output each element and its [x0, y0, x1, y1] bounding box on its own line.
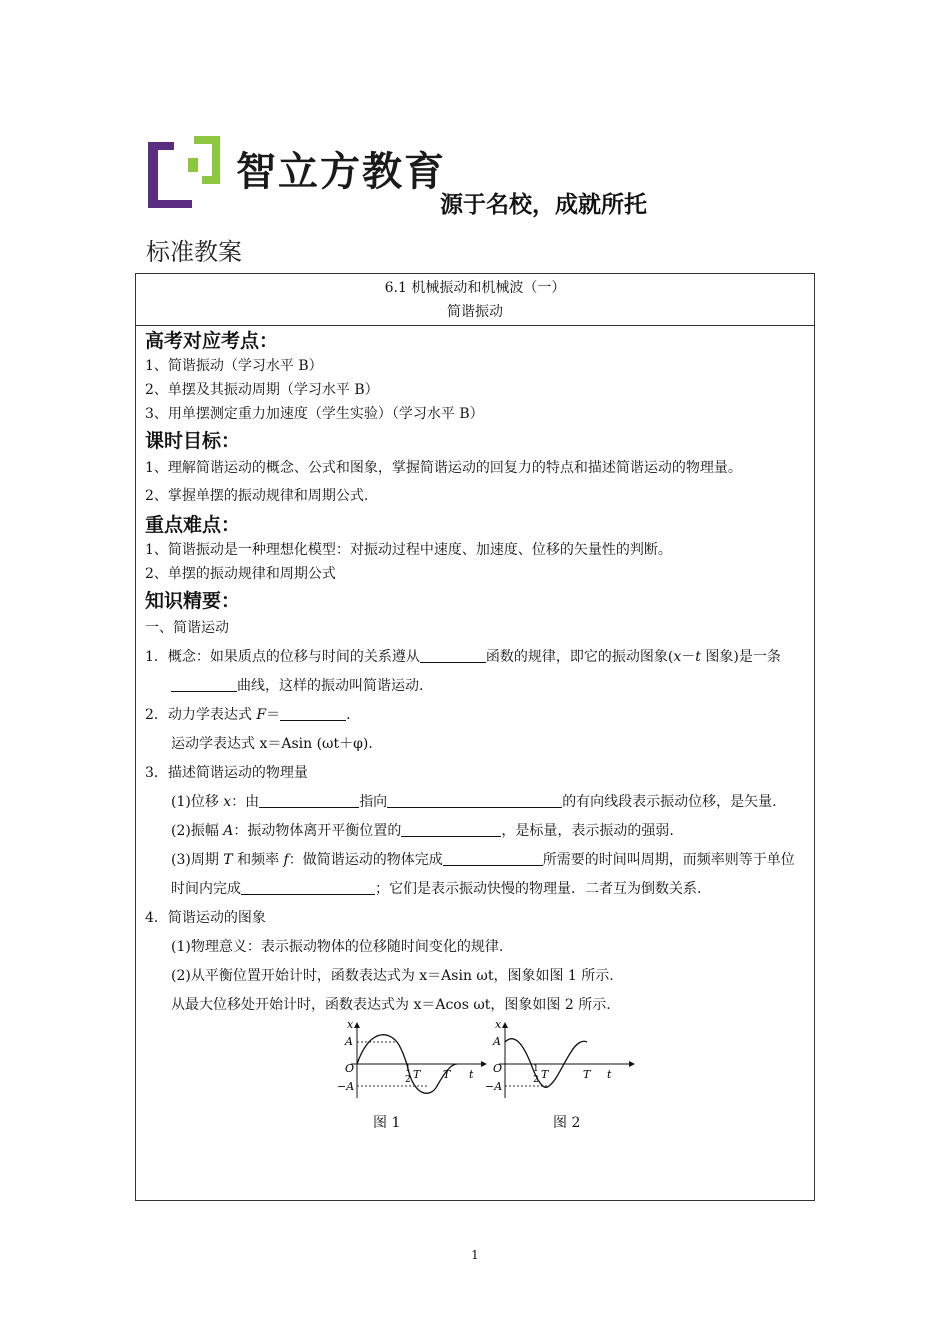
dynamics-expression: 2．动力学表达式 F＝ . — [145, 701, 805, 730]
lesson-title-line1: 6.1 机械振动和机械波（一） — [384, 280, 566, 296]
fig2-x-label: x — [495, 1020, 502, 1031]
brand-name: 智立方教育 — [236, 149, 446, 195]
fig1-T-label: T — [443, 1068, 451, 1081]
fig2-O-label: O — [493, 1062, 503, 1075]
exam-point-item: 2、单摆及其振动周期（学习水平 B） — [145, 382, 379, 398]
fig1-t-label: t — [469, 1068, 474, 1081]
fig2-t-label: t — [607, 1068, 612, 1081]
fig1-O-label: O — [345, 1062, 355, 1075]
lesson-title — [136, 274, 814, 326]
fig2-A-label: A — [493, 1035, 501, 1048]
figure-1-caption: 图 1 — [373, 1115, 401, 1131]
fig1-halfT-label: T — [413, 1068, 421, 1081]
difficulties-heading: 重点难点： — [145, 514, 241, 536]
figure-1-sine-graph — [335, 1020, 490, 1100]
knowledge-heading: 知识精要： — [145, 590, 241, 612]
doc-type: 标准教案 — [146, 238, 242, 266]
fig1-half-den: 2 — [405, 1075, 411, 1085]
logo-icon — [148, 136, 220, 208]
concept-paragraph: 1．概念：如果质点的位移与时间的关系遵从 函数的规律，即它的振动图象(x－t 图象)是一条曲线，这样的振动叫简谐运动. — [145, 643, 805, 701]
page-number: 1 — [471, 1248, 479, 1262]
quantities-title: 3．描述简谐运动的物理量 — [145, 765, 308, 781]
exam-points-heading: 高考对应考点： — [145, 330, 279, 352]
goal-item: 1、理解简谐运动的概念、公式和图象，掌握简谐运动的回复力的特点和描述简谐运动的物理量。 — [145, 460, 742, 476]
fig1-x-label: x — [347, 1020, 354, 1031]
graph-cos: 从最大位移处开始计时，函数表达式为 x＝Acos ωt，图象如图 2 所示. — [171, 997, 611, 1013]
exam-point-item: 3、用单摆测定重力加速度（学生实验）（学习水平 B） — [145, 406, 484, 422]
figures — [145, 1020, 805, 1131]
graph-sin: (2)从平衡位置开始计时，函数表达式为 x＝Asin ωt，图象如图 1 所示. — [171, 968, 614, 984]
section-title: 一、简谐运动 — [145, 620, 229, 636]
difficulty-item: 2、单摆的振动规律和周期公式 — [145, 566, 336, 582]
fig2-halfT-label: T — [541, 1068, 549, 1081]
exam-point-item: 1、简谐振动（学习水平 B） — [145, 358, 323, 374]
fig1-A-label: A — [345, 1035, 353, 1048]
fig2-T-label: T — [583, 1068, 591, 1081]
displacement-paragraph: (1)位移 x：由 指向 的有向线段表示振动位移，是矢量. — [145, 788, 805, 817]
difficulty-item: 1、简谐振动是一种理想化模型：对振动过程中速度、加速度、位移的矢量性的判断。 — [145, 542, 672, 558]
figure-2-caption: 图 2 — [553, 1115, 581, 1131]
lesson-table — [135, 273, 815, 1201]
goal-item: 2、掌握单摆的振动规律和周期公式. — [145, 488, 369, 504]
fig2-half-num: 1 — [533, 1064, 539, 1074]
fig2-half-den: 2 — [533, 1075, 539, 1085]
slogan: 源于名校，成就所托 — [440, 192, 647, 218]
amplitude-paragraph: (2)振幅 A：振动物体离开平衡位置的 ，是标量，表示振动的强弱. — [145, 817, 805, 846]
lesson-title-line2: 简谐振动 — [447, 304, 503, 320]
fig1-negA-label: −A — [337, 1080, 355, 1093]
period-paragraph: (3)周期 T 和频率 f：做简谐运动的物体完成 所需要的时间叫周期，而频率则等于单位时间内完成 ；它们是表示振动快慢的物理量．二者互为倒数关系. — [145, 846, 805, 904]
graph-meaning: (1)物理意义：表示振动物体的位移随时间变化的规律. — [171, 939, 504, 955]
figure-2-cosine-graph — [483, 1020, 638, 1100]
kinematics-expression: 运动学表达式 x＝Asin (ωt＋φ). — [171, 736, 373, 752]
fig1-half-num: 1 — [405, 1064, 411, 1074]
fig2-negA-label: −A — [485, 1080, 503, 1093]
graph-title: 4．简谐运动的图象 — [145, 910, 266, 926]
goals-heading: 课时目标： — [145, 430, 241, 452]
